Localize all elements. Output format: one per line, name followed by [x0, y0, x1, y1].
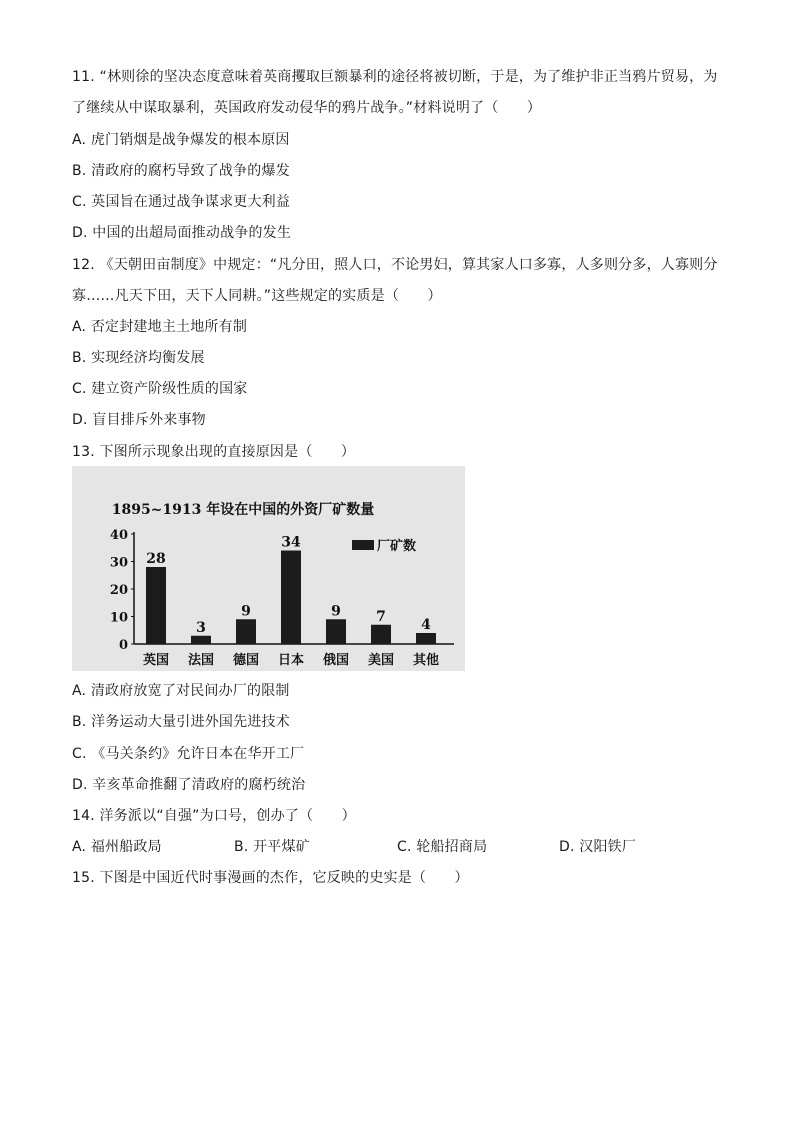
y-tick-label: 30: [109, 555, 128, 571]
q15-stem: 15. 下图是中国近代时事漫画的杰作，它反映的史实是（ ）: [72, 870, 469, 886]
bar-value-label: 7: [376, 608, 386, 625]
q12-option-a[interactable]: A. 否定封建地主土地所有制: [72, 319, 248, 335]
category-label: 美国: [367, 653, 395, 668]
chart-svg: [72, 466, 465, 671]
y-tick-label: 10: [109, 610, 128, 626]
q13-stem: 13. 下图所示现象出现的直接原因是（ ）: [72, 444, 356, 460]
category-label: 英国: [142, 653, 170, 668]
q11-option-d[interactable]: D. 中国的出超局面推动战争的发生: [72, 225, 292, 241]
q12-stem-line-1: 12. 《天朝田亩制度》中规定：“凡分田，照人口，不论男妇，算其家人口多寡，人多则分多，人寡则分: [72, 257, 718, 273]
legend-label: 厂矿数: [377, 539, 417, 554]
q11-option-b[interactable]: B. 清政府的腐朽导致了战争的爆发: [72, 163, 290, 179]
q13-option-d[interactable]: D. 辛亥革命推翻了清政府的腐朽统治: [72, 777, 306, 793]
category-label: 法国: [187, 653, 215, 668]
category-label: 其他: [412, 653, 440, 668]
q13-option-a[interactable]: A. 清政府放宽了对民间办厂的限制: [72, 683, 290, 699]
q14-option-a[interactable]: A. 福州船政局: [72, 839, 162, 855]
q14-stem: 14. 洋务派以“自强”为口号，创办了（ ）: [72, 808, 356, 824]
y-tick-label: 40: [109, 528, 128, 543]
bar-value-label: 28: [146, 551, 166, 567]
bar-value-label: 9: [331, 603, 341, 620]
bar: [371, 625, 391, 644]
q14-option-b[interactable]: B. 开平煤矿: [234, 839, 310, 855]
y-tick-label: 0: [118, 638, 128, 653]
q11-option-a[interactable]: A. 虎门销烟是战争爆发的根本原因: [72, 132, 290, 148]
bar: [146, 567, 166, 644]
category-label: 德国: [232, 653, 260, 668]
bar-value-label: 3: [196, 619, 206, 636]
q13-option-c[interactable]: C. 《马关条约》允许日本在华开工厂: [72, 746, 305, 762]
q11-stem-line-2: 了继续从中谋取暴利，英国政府发动侵华的鸦片战争。”材料说明了（ ）: [72, 100, 542, 116]
bar-value-label: 4: [421, 617, 431, 633]
q14-option-c[interactable]: C. 轮船招商局: [397, 839, 488, 855]
bar: [191, 636, 211, 644]
y-tick-label: 20: [109, 583, 128, 598]
legend-swatch: [352, 540, 374, 550]
q12-option-d[interactable]: D. 盲目排斥外来事物: [72, 412, 206, 428]
q12-option-c[interactable]: C. 建立资产阶级性质的国家: [72, 381, 248, 397]
q13-option-b[interactable]: B. 洋务运动大量引进外国先进技术: [72, 714, 290, 730]
chart-title: 1895~1913 年设在中国的外资厂矿数量: [111, 502, 375, 518]
bar-value-label: 34: [281, 534, 301, 551]
q11-stem-line-1: 11. “林则徐的坚决态度意味着英商攫取巨额暴利的途径将被切断，于是，为了维护非正当鸦片贸易，为: [72, 69, 718, 85]
bar: [416, 633, 436, 644]
q14-option-d[interactable]: D. 汉阳铁厂: [559, 839, 637, 855]
q12-option-b[interactable]: B. 实现经济均衡发展: [72, 350, 205, 366]
bar-value-label: 9: [241, 603, 251, 620]
bar: [281, 551, 301, 645]
category-label: 俄国: [322, 653, 350, 668]
q12-stem-line-2: 寡……凡天下田，天下人同耕。”这些规定的实质是（ ）: [72, 288, 442, 304]
bar: [326, 619, 346, 644]
bar: [236, 619, 256, 644]
foreign-factories-bar-chart: [72, 466, 465, 671]
category-label: 日本: [277, 653, 305, 668]
q11-option-c[interactable]: C. 英国旨在通过战争谋求更大利益: [72, 194, 291, 210]
